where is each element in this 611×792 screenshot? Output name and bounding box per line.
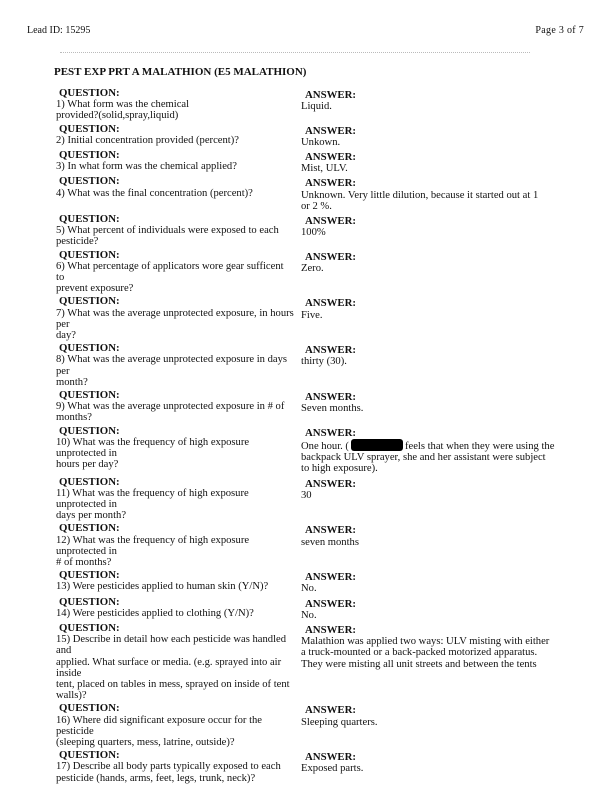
question-line: walls)? bbox=[56, 690, 87, 702]
qa-item bbox=[0, 390, 611, 424]
qa-list bbox=[0, 88, 611, 786]
answer-column bbox=[301, 343, 591, 388]
answer-column bbox=[301, 477, 591, 522]
answer-line: Malathion was applied two ways: ULV misting with either bbox=[301, 636, 550, 648]
answer-label: ANSWER: bbox=[305, 89, 356, 101]
question-label: QUESTION: bbox=[59, 122, 120, 135]
question-line: 17) Describe all body parts typically exposed to each bbox=[56, 761, 281, 773]
answer-line: 100% bbox=[301, 227, 326, 239]
question-column bbox=[56, 750, 294, 784]
question-column bbox=[56, 250, 294, 295]
question-line: 12) What was the frequency of high exposure unprotected in bbox=[56, 534, 250, 557]
answer-column bbox=[301, 176, 591, 212]
question-column bbox=[56, 176, 294, 212]
answer-line: thirty (30). bbox=[301, 356, 347, 368]
question-label: QUESTION: bbox=[59, 621, 120, 634]
question-line: 8) What was the average unprotected exposure in days per bbox=[56, 354, 288, 377]
section-title: PEST EXP PRT A MALATHION (E5 MALATHION) bbox=[54, 66, 307, 78]
question-column bbox=[56, 296, 294, 341]
answer-label: ANSWER: bbox=[305, 524, 356, 537]
question-line: days per month? bbox=[56, 510, 127, 522]
question-line: pesticide? bbox=[56, 236, 99, 248]
answer-line: Sleeping quarters. bbox=[301, 716, 378, 728]
answer-line: No. bbox=[301, 609, 317, 621]
answer-line: They were misting all unit streets and between the tents bbox=[301, 658, 537, 670]
qa-item bbox=[0, 523, 611, 568]
answer-label: ANSWER: bbox=[305, 751, 356, 764]
answer-segment: feels that when they were using the bbox=[404, 440, 555, 452]
question-line: hours per day? bbox=[56, 459, 119, 471]
question-column bbox=[56, 343, 294, 388]
answer-column bbox=[301, 296, 591, 341]
question-label: QUESTION: bbox=[59, 569, 120, 582]
answer-column bbox=[301, 250, 591, 295]
qa-item bbox=[0, 750, 611, 784]
question-line: # of months? bbox=[56, 556, 112, 568]
question-label: QUESTION: bbox=[59, 149, 120, 162]
answer-column bbox=[301, 426, 591, 475]
question-label: QUESTION: bbox=[59, 295, 120, 308]
question-line: 5) What percent of individuals were exposed to each bbox=[56, 225, 279, 237]
question-line: applied. What surface or media. (e.g. sprayed into air inside bbox=[56, 656, 282, 679]
question-line: 15) Describe in detail how each pesticide was handled and bbox=[56, 634, 287, 657]
qa-item bbox=[0, 296, 611, 341]
question-label: QUESTION: bbox=[59, 702, 120, 715]
question-column bbox=[56, 597, 294, 621]
scan-artifact-line bbox=[60, 52, 530, 53]
question-line: 2) Initial concentration provided (percent)? bbox=[56, 134, 239, 146]
question-column bbox=[56, 523, 294, 568]
answer-line: Unknown. Very little dilution, because it started out at 1 bbox=[301, 189, 539, 201]
question-line: 11) What was the frequency of high exposure unprotected in bbox=[56, 487, 249, 510]
question-line: 10) What was the frequency of high exposure unprotected in bbox=[56, 436, 250, 460]
question-line: prevent exposure? bbox=[56, 283, 134, 295]
question-line: 16) Where did significant exposure occur for the pesticide bbox=[56, 714, 263, 737]
answer-column bbox=[301, 623, 591, 701]
question-column bbox=[56, 88, 294, 122]
redaction-box bbox=[351, 439, 403, 451]
answer-label: ANSWER: bbox=[305, 426, 356, 439]
page-number: Page 3 of 7 bbox=[535, 25, 584, 36]
question-label: QUESTION: bbox=[59, 749, 120, 762]
answer-label: ANSWER: bbox=[305, 391, 356, 404]
question-label: QUESTION: bbox=[59, 389, 120, 402]
answer-column bbox=[301, 523, 591, 568]
question-label: QUESTION: bbox=[59, 87, 120, 99]
answer-column bbox=[301, 597, 591, 621]
question-label: QUESTION: bbox=[59, 342, 120, 355]
question-line: 3) In what form was the chemical applied? bbox=[56, 161, 237, 173]
answer-label: ANSWER: bbox=[305, 704, 356, 717]
answer-line: or 2 %. bbox=[301, 200, 332, 212]
question-line: 1) What form was the chemical bbox=[56, 99, 190, 111]
answer-label: ANSWER: bbox=[305, 215, 356, 228]
answer-label: ANSWER: bbox=[305, 124, 356, 137]
answer-label: ANSWER: bbox=[305, 571, 356, 584]
qa-item bbox=[0, 250, 611, 295]
answer-segment: One hour. ( bbox=[301, 440, 349, 452]
answer-line: Zero. bbox=[301, 262, 324, 274]
answer-line: backpack ULV sprayer, she and her assistant were subject bbox=[301, 452, 546, 464]
qa-item bbox=[0, 88, 611, 122]
answer-column bbox=[301, 214, 591, 248]
answer-line: to high exposure). bbox=[301, 463, 378, 475]
answer-label: ANSWER: bbox=[305, 477, 356, 490]
qa-item bbox=[0, 477, 611, 522]
answer-line: Seven months. bbox=[301, 403, 364, 415]
answer-column bbox=[301, 570, 591, 594]
answer-line: 30 bbox=[301, 489, 312, 501]
qa-item bbox=[0, 214, 611, 248]
answer-line: a truck-mounted or a back-packed motorized apparatus. bbox=[301, 647, 538, 659]
answer-label: ANSWER: bbox=[305, 297, 356, 310]
question-column bbox=[56, 570, 294, 594]
question-label: QUESTION: bbox=[59, 175, 120, 188]
question-line: month? bbox=[56, 376, 88, 388]
question-column bbox=[56, 477, 294, 522]
question-line: provided?(solid,spray,liquid) bbox=[56, 110, 179, 122]
qa-item bbox=[0, 426, 611, 475]
question-column bbox=[56, 214, 294, 248]
question-line: tent, placed on tables in mess, sprayed on inside of tent bbox=[56, 678, 290, 690]
qa-item bbox=[0, 176, 611, 212]
answer-column bbox=[301, 124, 591, 148]
answer-label: ANSWER: bbox=[305, 597, 356, 610]
question-label: QUESTION: bbox=[59, 213, 120, 226]
answer-line: No. bbox=[301, 583, 317, 595]
answer-label: ANSWER: bbox=[305, 623, 356, 636]
question-line: months? bbox=[56, 412, 92, 424]
qa-item bbox=[0, 150, 611, 174]
question-label: QUESTION: bbox=[59, 595, 120, 608]
answer-line: Unkown. bbox=[301, 136, 341, 148]
question-label: QUESTION: bbox=[59, 475, 120, 488]
answer-label: ANSWER: bbox=[305, 344, 356, 357]
question-label: QUESTION: bbox=[59, 522, 120, 535]
question-line: 7) What was the average unprotected exposure, in hours per bbox=[56, 307, 294, 330]
answer-line: Liquid. bbox=[301, 101, 332, 113]
question-line: pesticide (hands, arms, feet, legs, trunk, neck)? bbox=[56, 772, 256, 784]
question-column bbox=[56, 426, 294, 475]
lead-id: Lead ID: 15295 bbox=[27, 25, 91, 36]
answer-label: ANSWER: bbox=[305, 151, 356, 164]
answer-line: Exposed parts. bbox=[301, 763, 364, 775]
question-label: QUESTION: bbox=[59, 248, 120, 261]
answer-line: seven months bbox=[301, 536, 359, 548]
answer-line: Mist, ULV. bbox=[301, 163, 348, 175]
question-line: day? bbox=[56, 330, 76, 342]
question-line: 14) Were pesticides applied to clothing (Y/N)? bbox=[56, 607, 254, 619]
qa-item bbox=[0, 703, 611, 748]
answer-label: ANSWER: bbox=[305, 250, 356, 263]
answer-column bbox=[301, 750, 591, 784]
question-line: 4) What was the final concentration (percent)? bbox=[56, 187, 253, 199]
qa-item bbox=[0, 623, 611, 701]
question-label: QUESTION: bbox=[59, 424, 120, 437]
answer-line: Five. bbox=[301, 309, 323, 321]
question-line: 13) Were pesticides applied to human skin (Y/N)? bbox=[56, 581, 269, 593]
answer-label: ANSWER: bbox=[305, 177, 356, 190]
qa-item bbox=[0, 343, 611, 388]
qa-item bbox=[0, 597, 611, 621]
answer-column bbox=[301, 150, 591, 174]
question-column bbox=[56, 150, 294, 174]
question-column bbox=[56, 623, 294, 701]
question-column bbox=[56, 124, 294, 148]
question-line: 6) What percentage of applicators wore gear sufficent to bbox=[56, 260, 284, 284]
question-line: 9) What was the average unprotected exposure in # of bbox=[56, 401, 285, 413]
qa-item bbox=[0, 124, 611, 148]
question-column bbox=[56, 390, 294, 424]
answer-column bbox=[301, 88, 591, 122]
question-column bbox=[56, 703, 294, 748]
qa-item bbox=[0, 570, 611, 594]
question-line: (sleeping quarters, mess, latrine, outside)? bbox=[56, 736, 235, 748]
answer-column bbox=[301, 390, 591, 424]
answer-line bbox=[301, 439, 591, 452]
answer-column bbox=[301, 703, 591, 748]
